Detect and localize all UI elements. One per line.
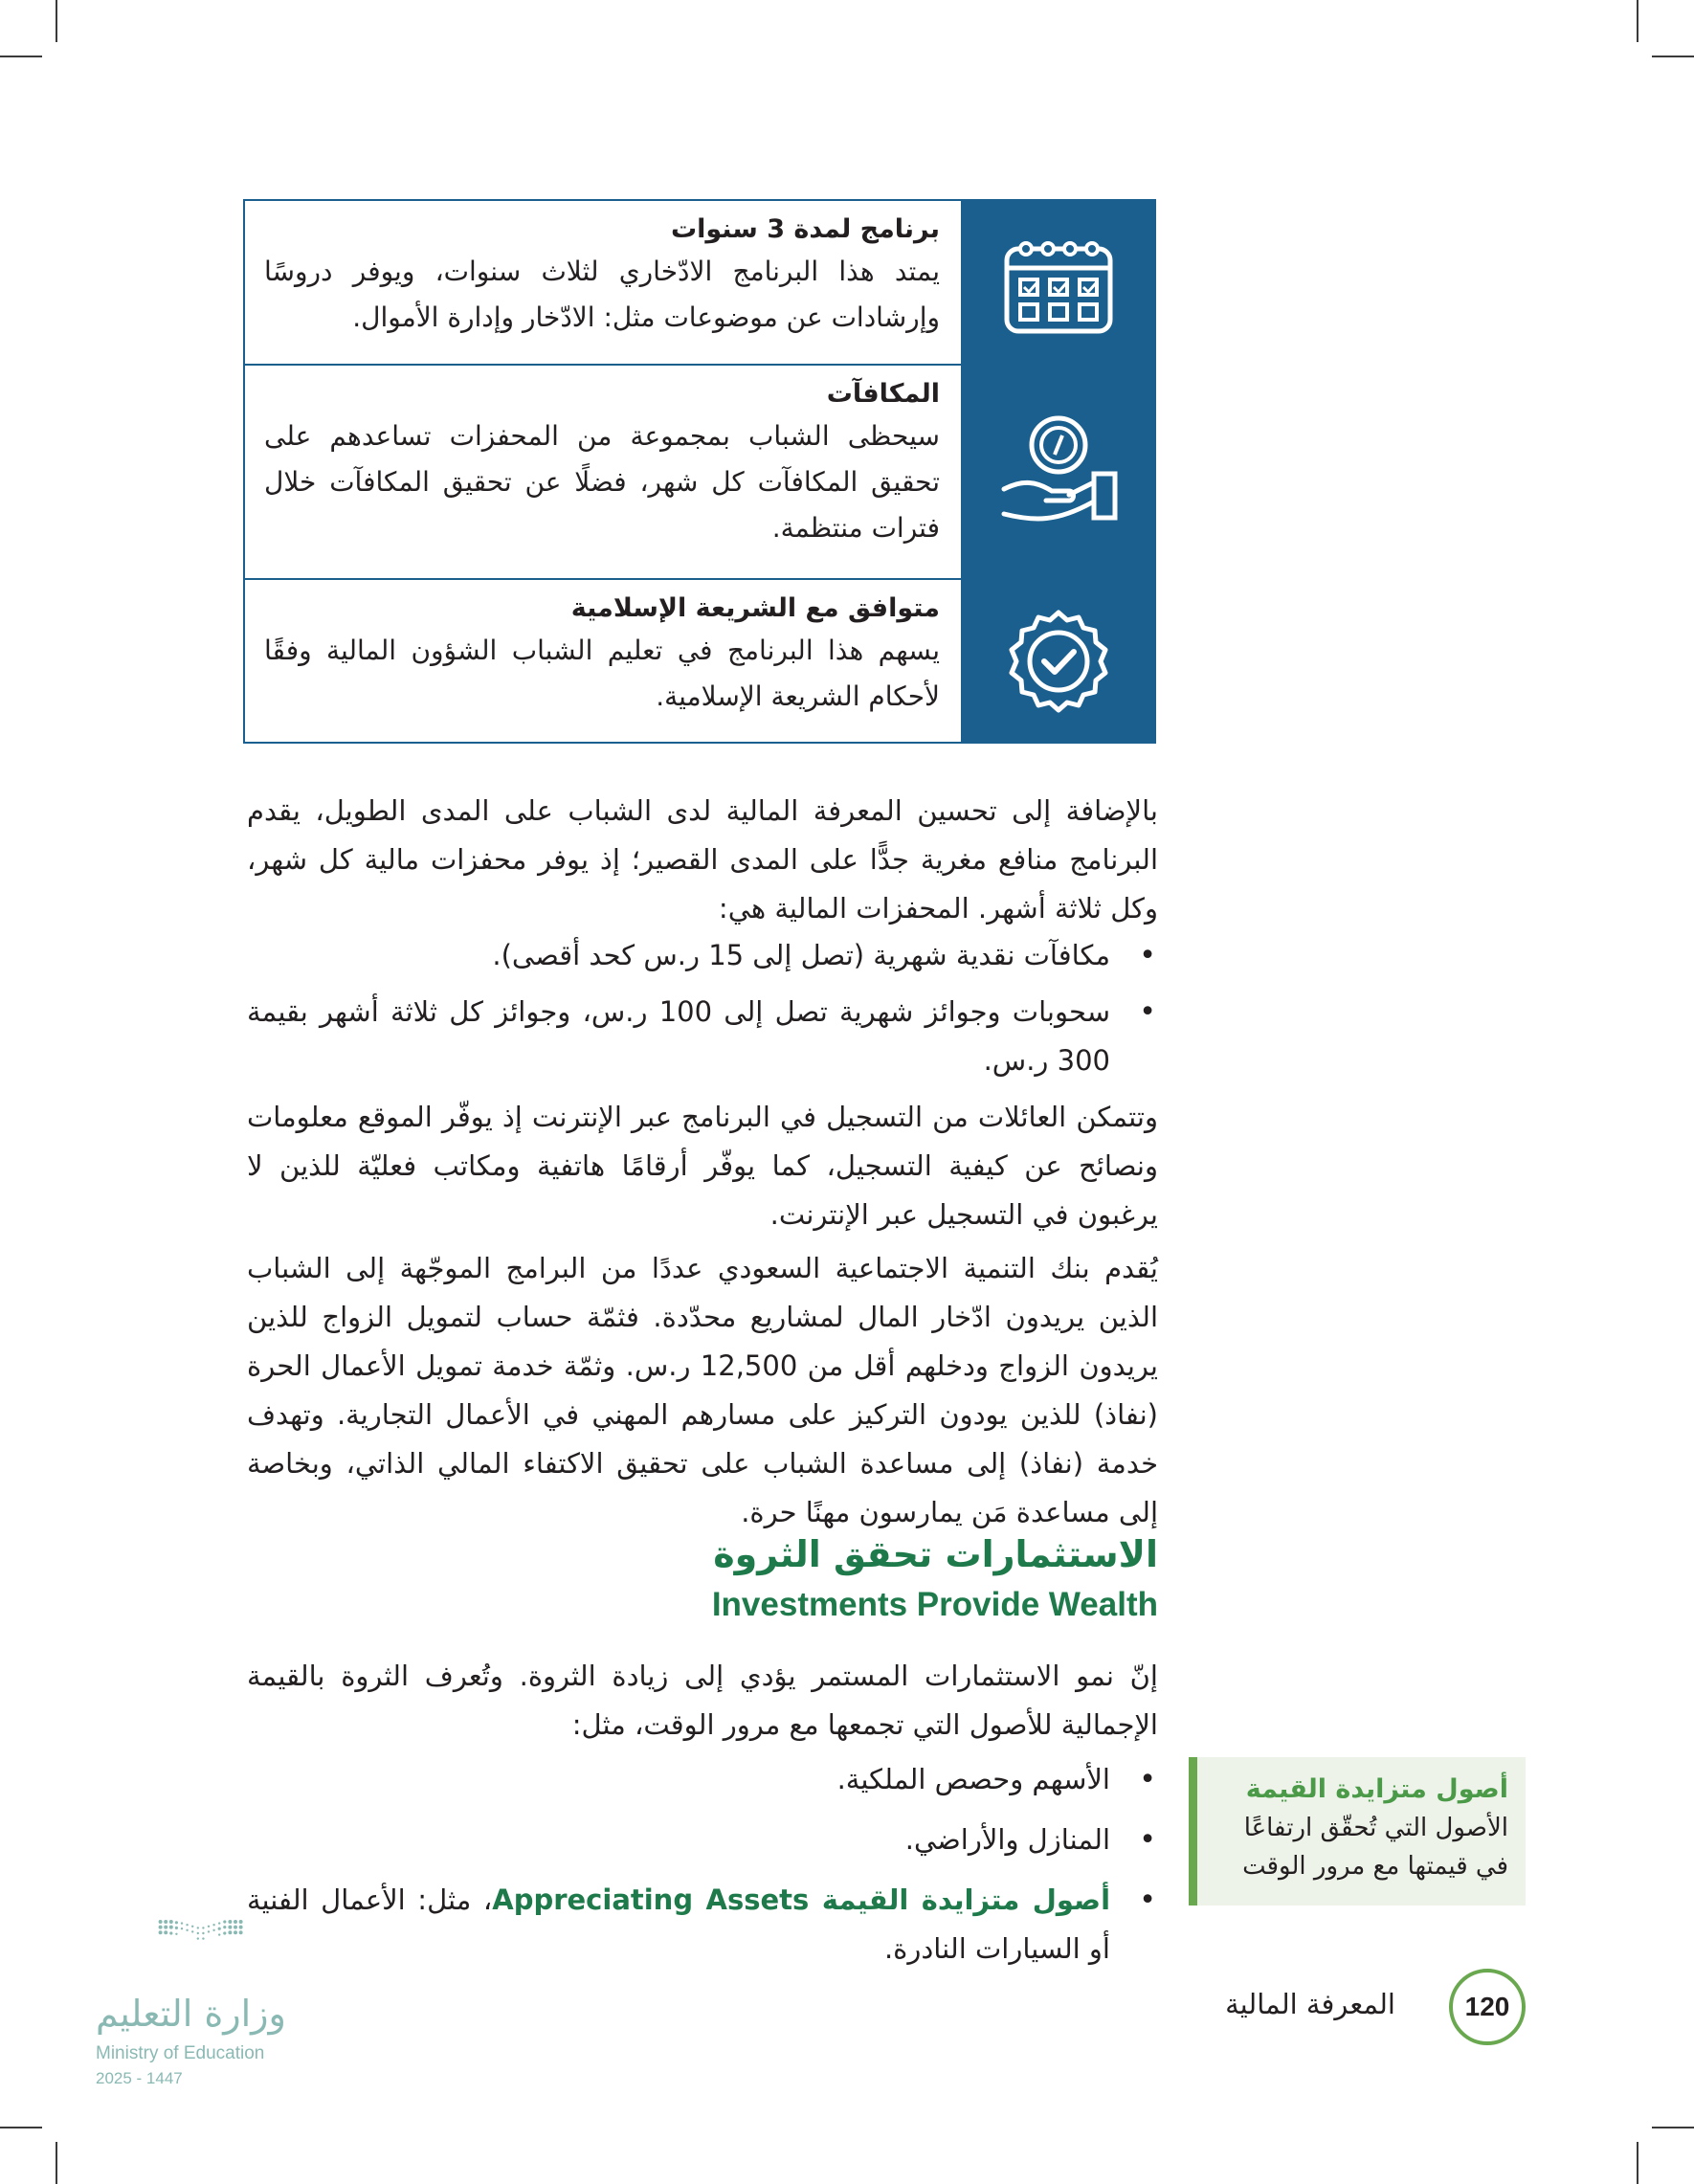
- crop-mark: [1637, 2142, 1638, 2184]
- feature-icon-cell: [963, 201, 1154, 364]
- list-item: • الأسهم وحصص الملكية.: [247, 1755, 1110, 1804]
- check-badge-icon: [1006, 609, 1111, 714]
- feature-row: [245, 580, 1154, 742]
- program-features-table: [243, 199, 1156, 744]
- feature-title: المكافآت: [826, 379, 940, 409]
- ministry-year: 2025 - 1447: [96, 2069, 183, 2087]
- calendar-icon: [1001, 230, 1116, 335]
- crop-mark: [1637, 0, 1638, 42]
- feature-text: [245, 366, 963, 578]
- list-item: • المنازل والأراضي.: [247, 1816, 1110, 1864]
- incentives-list: [247, 931, 1110, 1085]
- coin-hand-icon: [996, 414, 1121, 529]
- ministry-name-english: Ministry of Education: [96, 2043, 265, 2063]
- section-title-english: Investments Provide Wealth: [711, 1586, 1158, 1623]
- side-note-body: الأصول التي تُحقّق ارتفاعًا في قيمتها مع مرور الوقت: [1242, 1814, 1508, 1881]
- glossary-term: أصول متزايدة القيمة Appreciating Assets: [492, 1883, 1111, 1916]
- feature-row: [245, 366, 1154, 580]
- crop-mark: [1652, 2127, 1694, 2128]
- feature-title: متوافق مع الشريعة الإسلامية: [570, 593, 940, 623]
- ministry-name-arabic: وزارة التعليم: [96, 1993, 286, 2035]
- crop-mark: [0, 56, 42, 57]
- book-title: المعرفة المالية: [1225, 1988, 1395, 2020]
- feature-title: برنامج لمدة 3 سنوات: [670, 214, 940, 244]
- page-number: 120: [1449, 1969, 1526, 2045]
- feature-icon-cell: [963, 366, 1154, 578]
- paragraph: وتتمكن العائلات من التسجيل في البرنامج عبر الإنترنت إذ يوفّر الموقع معلومات ونصائح عن كيفية التسجيل، كما يوفّر أرقامًا هاتفية ومكاتب فعليّة للذين لا يرغبون في التسجيل عبر الإنترنت.: [247, 1101, 1158, 1231]
- list-item: • مكافآت نقدية شهرية (تصل إلى 15 ر.س كحد أقصى).: [247, 931, 1110, 980]
- list-item: [247, 1876, 1110, 1973]
- list-item-text: ، مثل: الأعمال الفنية أو السيارات النادرة.: [247, 1883, 1110, 1965]
- list-item: • سحوبات وجوائز شهرية تصل إلى 100 ر.س، وجوائز كل ثلاثة أشهر بقيمة 300 ر.س.: [247, 988, 1110, 1085]
- crop-mark: [56, 2142, 57, 2184]
- assets-list: [247, 1755, 1110, 1973]
- feature-body: سيحظى الشباب بمجموعة من المحفزات تساعدهم على تحقيق المكافآت كل شهر، فضلًا عن تحقيق المكافآت خلال فترات منتظمة.: [264, 420, 940, 544]
- feature-text: [245, 201, 963, 364]
- feature-text: [245, 580, 963, 742]
- feature-icon-cell: [963, 580, 1154, 742]
- section-title-arabic: الاستثمارات تحقق الثروة: [713, 1533, 1158, 1575]
- ministry-logo: [92, 1918, 310, 1991]
- feature-body: يسهم هذا البرنامج في تعليم الشباب الشؤون المالية وفقًا لأحكام الشريعة الإسلامية.: [264, 635, 940, 712]
- side-note-title: أصول متزايدة القيمة: [1245, 1774, 1508, 1804]
- crop-mark: [56, 0, 57, 42]
- feature-row: [245, 201, 1154, 366]
- paragraph: إنّ نمو الاستثمارات المستمر يؤدي إلى زيادة الثروة. وتُعرف الثروة بالقيمة الإجمالية للأصول التي تجمعها مع مرور الوقت، مثل:: [247, 1660, 1158, 1741]
- paragraph: بالإضافة إلى تحسين المعرفة المالية لدى الشباب على المدى الطويل، يقدم البرنامج منافع مغرية جدًّا على المدى القصير؛ إذ يوفر محفزات مالية كل شهر، وكل ثلاثة أشهر. المحفزات المالية هي:: [247, 794, 1158, 925]
- crop-mark: [0, 2127, 42, 2128]
- feature-body: يمتد هذا البرنامج الادّخاري لثلاث سنوات، ويوفر دروسًا وإرشادات عن موضوعات مثل: الادّخار وإدارة الأموال.: [264, 256, 940, 333]
- crop-mark: [1652, 56, 1694, 57]
- paragraph: يُقدم بنك التنمية الاجتماعية السعودي عددًا من البرامج الموجّهة إلى الشباب الذين يريدون ادّخار المال لمشاريع محدّدة. فثمّة حساب لتمويل الزواج للذين يريدون الزواج ودخلهم أقل من 12,500 ر.س. وثمّة خدمة تمويل الأعمال الحرة (نفاذ) للذين يودون التركيز على مسارهم المهني في الأعمال التجارية. وتهدف خدمة (نفاذ) إلى مساعدة الشباب على تحقيق الاكتفاء المالي الذاتي، وبخاصة إلى مساعدة مَن يمارسون مهنًا حرة.: [247, 1252, 1158, 1528]
- glossary-side-note: [1189, 1757, 1526, 1905]
